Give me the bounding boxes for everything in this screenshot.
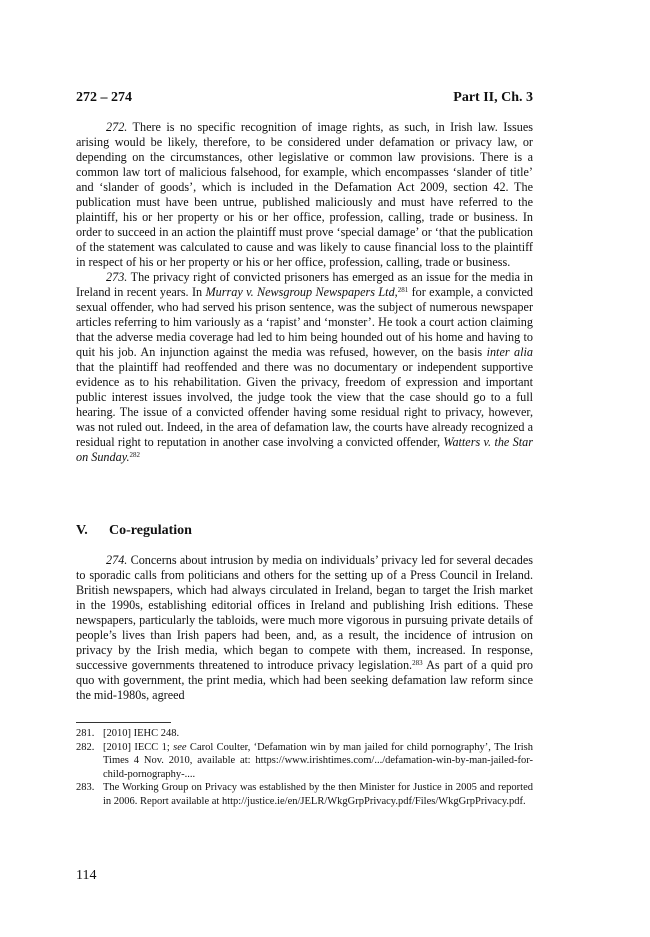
section-number: V. <box>76 523 88 538</box>
section-title: Co-regulation <box>109 523 192 538</box>
header-chapter: Part II, Ch. 3 <box>453 90 533 105</box>
paragraph-text: There is no specific recognition of image rights, as such, in Irish law. Issues arising would be likely, therefore, to be considered under defamation or privacy law, or depending on the circumstances, other legislative or common law provisions. There is a common law tort of malicious falsehood, for example, which encompasses ‘slander of title’ and ‘slander of goods’, which is included in the Defamation Act 2009, section 42. The publication must have been untrue, published maliciously and must have referred to the plaintiff, his or her property or his or her office, profession, calling, trade or business. In order to succeed in an action the plaintiff must prove ‘special damage’ or ‘that the publication of the statement was calculated to cause and was likely to cause financial loss to the plaintiff in respect of his or her property or his or her office, profession, calling, trade or business. <box>76 120 533 269</box>
footnote-ref: 282 <box>129 451 140 459</box>
footnote-number: 281. <box>76 728 95 739</box>
footnote-text <box>103 727 533 741</box>
footnote-text-part: [2010] IEHC 248. <box>103 728 180 739</box>
body-text-lower <box>76 553 533 703</box>
paragraph-text: Concerns about intrusion by media on individuals’ privacy led for several decades to sporadic calls from politicians and others for the setting up of a Press Council in Ireland. British newspapers, which had always circulated in Ireland, began to target the Irish market in the 1990s, establishing editorial offices in Ireland and publishing Irish editions. These newspapers, particularly the tabloids, were much more vigorous in pursuing private details of people’s lives than Irish papers had been, and, as a result, the incidence of intrusion on privacy by the Irish media, which began to compete with them, increased. In response, successive governments threatened to introduce privacy legislation. <box>76 553 533 672</box>
paragraph-text: As part of a quid pro quo with government, the print media, which had been seeking defamation law reform since the mid-1980s, agreed <box>76 658 533 702</box>
section-heading <box>76 523 533 539</box>
paragraph-number: 272. <box>106 120 128 134</box>
footnote-divider <box>76 722 171 723</box>
footnote-text-part: [2010] IECC 1; <box>103 741 174 753</box>
paragraph-number: 274. <box>106 553 128 567</box>
paragraph-272 <box>76 120 533 270</box>
footnote-text <box>103 741 533 782</box>
footnote-283 <box>76 781 533 808</box>
case-citation: Watters v. the Star on Sunday. <box>76 435 533 464</box>
paragraph-274 <box>76 553 533 703</box>
header-paragraph-range: 272 – 274 <box>76 90 132 105</box>
footnote-text <box>103 781 533 808</box>
footnote-number: 282. <box>76 741 95 753</box>
latin-term: inter alia <box>486 345 533 359</box>
paragraph-number: 273. <box>106 270 128 284</box>
paragraph-text: for example, a convicted sexual offender, who had served his prison sentence, was the subject of numerous newspaper articles referring to him variously as a ‘rapist’ and ‘monster’. He took a court action claiming that the adverse media coverage had led to him being hounded out of his home and having to quit his job. An injunction against the media was refused, however, on the basis <box>76 285 533 359</box>
footnote-281 <box>76 727 533 741</box>
see-signal: see <box>173 741 187 753</box>
footnote-ref: 281 <box>397 286 409 294</box>
running-header <box>76 90 533 106</box>
footnote-text-part: Carol Coulter, ‘Defamation win by man jailed for child pornography’, The Irish Times 4 Nov. 2010, available at: https://www.irishtimes.com/.../defamation-win-by-man-jailed-for-child-pornography-.... <box>103 741 533 780</box>
paragraph-273 <box>76 270 533 465</box>
paragraph-text: that the plaintiff had reoffended and there was no documentary or independent supportive evidence as to his rehabilitation. Given the privacy, freedom of expression and important public interest issues involved, the judge took the view that the case should go to a full hearing. The issue of a convicted offender having some residual right to privacy, however, was not ruled out. Indeed, in the area of defamation law, the courts have already recognized a residual right to reputation in another case involving a convicted offender, <box>76 360 533 449</box>
footnotes <box>76 727 533 808</box>
footnote-ref: 283 <box>412 659 423 667</box>
paragraph-text: The privacy right of convicted prisoners has emerged as an issue for the media in Ireland in recent years. In <box>76 270 533 299</box>
footnote-text-part: The Working Group on Privacy was established by the then Minister for Justice in 2005 and reported in 2006. Report available at http://justice.ie/en/JELR/WkgGrpPrivacy.pdf/Files/WkgGrpPrivacy.pdf. <box>103 782 533 807</box>
footnote-282 <box>76 741 533 782</box>
body-text-upper <box>76 120 533 465</box>
case-citation: Murray v. Newsgroup Newspapers Ltd, <box>205 285 398 299</box>
page-number: 114 <box>76 868 97 883</box>
footnote-number: 283. <box>76 782 95 793</box>
